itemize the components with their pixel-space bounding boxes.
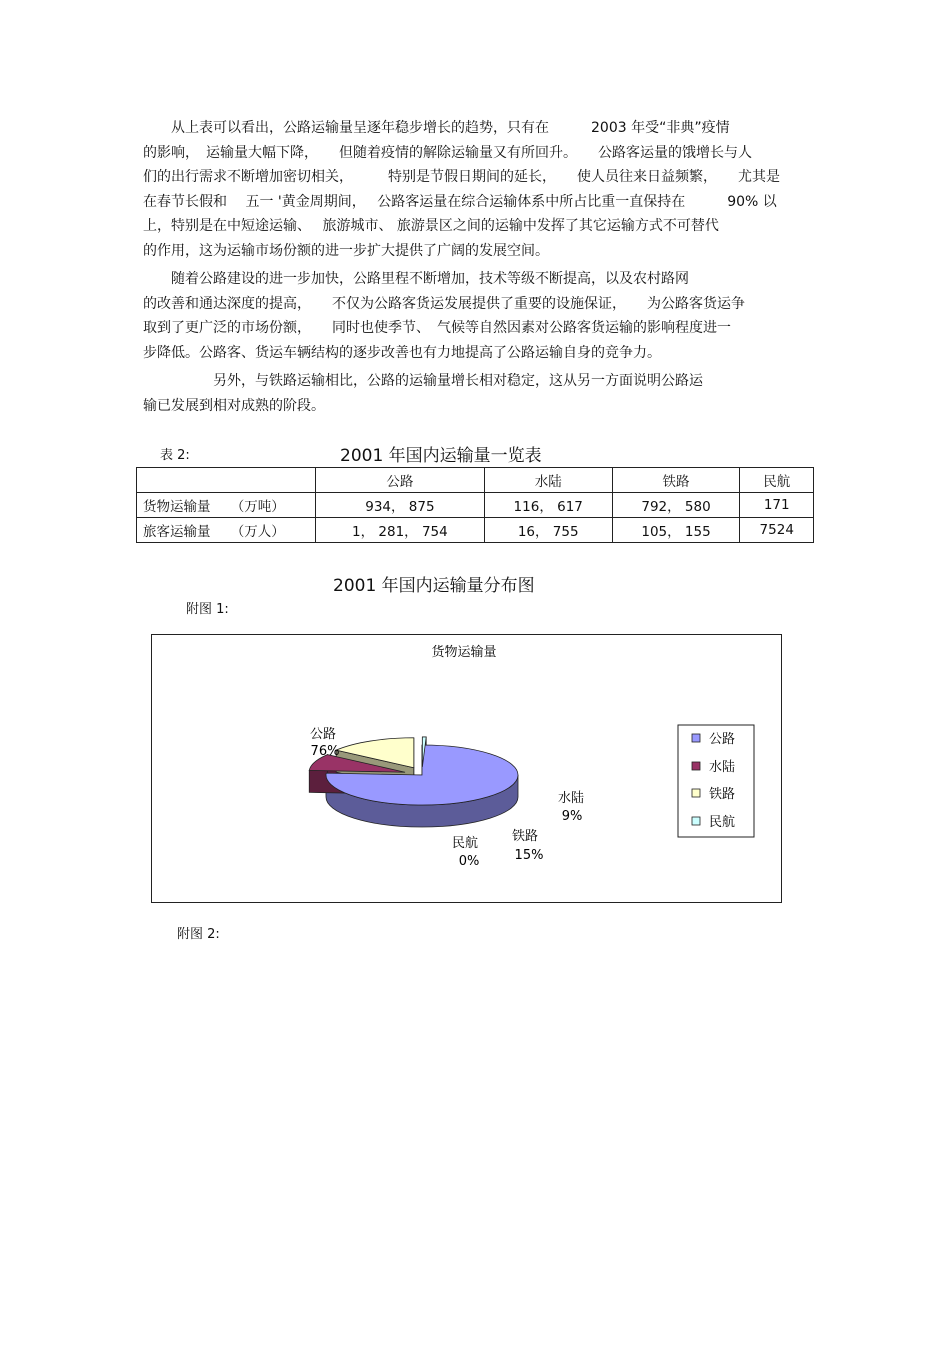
table-caption: 表 2: <box>160 448 190 463</box>
table-cell: 7524 <box>740 518 814 543</box>
table-row <box>137 493 814 518</box>
header-cell: 水陆 <box>484 468 612 493</box>
legend-swatch <box>692 762 700 770</box>
text-line: 随着公路建设的进一步加快，公路里程不断增加，技术等级不断提高，以及农村路网 <box>143 271 689 287</box>
table-title: 2001 年国内运输量一览表 <box>340 446 542 466</box>
text-line: 在春节长假和 五一 '黄金周期间， 公路客运量在综合运输体系中所占比重一直保持在 90% 以 <box>143 193 777 210</box>
slice-label-name: 水陆 <box>557 791 585 806</box>
pie-slices <box>309 737 518 827</box>
figure-1-label: 附图 1: <box>186 602 229 617</box>
chart-title: 货物运输量 <box>431 645 497 660</box>
text-line: 另外，与铁路运输相比，公路的运输量增长相对稳定，这从另一方面说明公路运 <box>143 373 703 389</box>
slice-label-percent: 9% <box>561 809 583 824</box>
paragraph-3 <box>143 369 811 418</box>
paragraph-2 <box>143 267 811 365</box>
legend-swatch <box>692 789 700 797</box>
text-line: 取到了更广泛的市场份额， 同时也使季节、 气候等自然因素对公路客货运输的影响程度进一 <box>143 320 731 336</box>
text-line: 们的出行需求不断增加密切相关， 特别是节假日期间的延长， 使人员往来日益频繁， 尤其是 <box>143 169 780 185</box>
legend-label: 水陆 <box>709 760 736 775</box>
text-line: 上，特别是在中短途运输、 旅游城市、 旅游景区之间的运输中发挥了其它运输方式不可替代 <box>143 218 719 234</box>
slice-label-name: 公路 <box>309 727 337 742</box>
table-cell: 171 <box>740 493 814 518</box>
transport-volume-table <box>136 467 814 543</box>
table-cell: 1， 281， 754 <box>316 518 485 543</box>
pie-chart-frame <box>151 634 782 903</box>
header-cell: 民航 <box>740 468 814 493</box>
text-line: 步降低。公路客、货运车辆结构的逐步改善也有力地提高了公路运输自身的竞争力。 <box>143 344 661 361</box>
text-line: 从上表可以看出，公路运输量呈逐年稳步增长的趋势，只有在 2003 年受“非典”疫情 <box>143 120 730 136</box>
pie-chart <box>152 635 781 902</box>
legend-label: 铁路 <box>709 787 736 802</box>
table-header-row <box>137 468 814 493</box>
table-cell: 792， 580 <box>612 493 740 518</box>
table-row <box>137 518 814 543</box>
paragraph-1 <box>143 116 811 263</box>
text-line: 的影响， 运输量大幅下降， 但随着疫情的解除运输量又有所回升。 公路客运量的饿增长与人 <box>143 144 752 161</box>
header-cell: 铁路 <box>612 468 740 493</box>
slice-label-percent: 15% <box>514 848 544 863</box>
slice-label-name: 铁路 <box>511 829 539 844</box>
table-cell: 105， 155 <box>612 518 740 543</box>
header-cell <box>137 468 316 493</box>
figure-title: 2001 年国内运输量分布图 <box>333 576 535 596</box>
slice-label-percent: 0% <box>458 854 480 869</box>
row-label: 货物运输量 （万吨） <box>137 493 316 518</box>
table-cell: 16， 755 <box>484 518 612 543</box>
header-cell: 公路 <box>316 468 485 493</box>
table-cell: 116， 617 <box>484 493 612 518</box>
legend-label: 民航 <box>709 815 736 830</box>
figure-2-label: 附图 2: <box>177 927 220 942</box>
text-line: 的作用，这为运输市场份额的进一步扩大提供了广阔的发展空间。 <box>143 242 549 259</box>
slice-label-name: 民航 <box>451 836 479 851</box>
legend-label: 公路 <box>709 732 736 747</box>
legend-swatch <box>692 734 700 742</box>
row-label: 旅客运输量 （万人） <box>137 518 316 543</box>
table-cell: 934， 875 <box>316 493 485 518</box>
slice-label-percent: 76% <box>310 744 340 759</box>
text-line: 的改善和通达深度的提高， 不仅为公路客货运发展提供了重要的设施保证， 为公路客货运争 <box>143 295 745 312</box>
legend-swatch <box>692 817 700 825</box>
chart-legend <box>678 725 754 837</box>
text-line: 输已发展到相对成熟的阶段。 <box>143 397 325 414</box>
